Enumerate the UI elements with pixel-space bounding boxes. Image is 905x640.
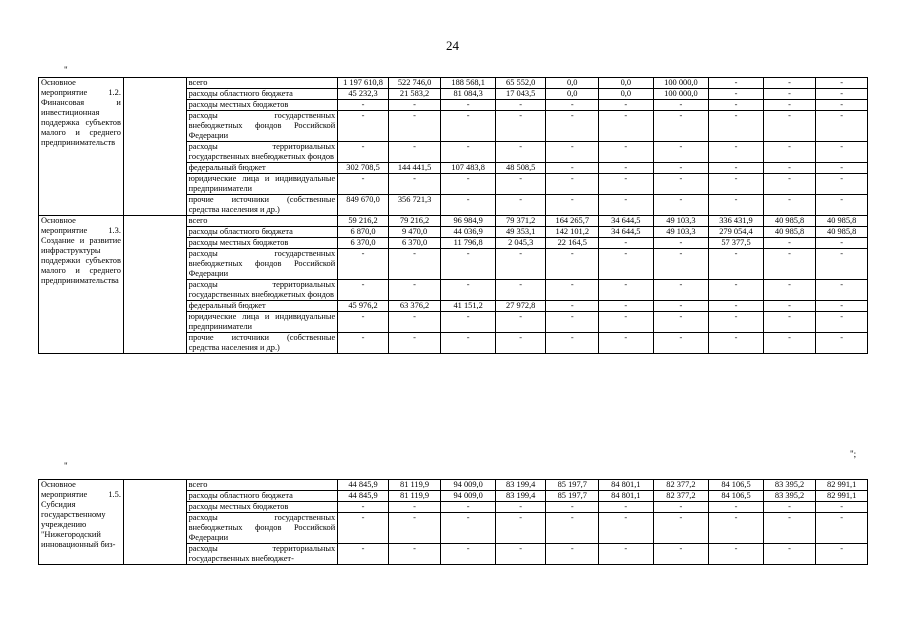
amount-cell: - xyxy=(816,100,868,111)
amount-cell: - xyxy=(763,100,816,111)
amount-cell: 0,0 xyxy=(546,89,599,100)
amount-cell: 34 644,5 xyxy=(599,227,654,238)
amount-cell: - xyxy=(763,502,816,513)
executor-cell xyxy=(123,480,186,565)
amount-cell: 49 353,1 xyxy=(495,227,546,238)
amount-cell: - xyxy=(653,301,709,312)
amount-cell: 83 395,2 xyxy=(763,480,816,491)
amount-cell: - xyxy=(709,142,764,163)
amount-cell: 22 164,5 xyxy=(546,238,599,249)
amount-cell: - xyxy=(441,312,496,333)
amount-cell: - xyxy=(763,333,816,354)
amount-cell: 84 801,1 xyxy=(599,491,654,502)
amount-cell: 0,0 xyxy=(546,78,599,89)
amount-cell: 83 199,4 xyxy=(495,480,546,491)
amount-cell: - xyxy=(653,312,709,333)
amount-cell: - xyxy=(816,195,868,216)
amount-cell: 49 103,3 xyxy=(653,227,709,238)
funding-source: расходы областного бюджета xyxy=(186,491,338,502)
amount-cell: - xyxy=(441,280,496,301)
amount-cell: - xyxy=(495,502,546,513)
amount-cell: 45 976,2 xyxy=(338,301,389,312)
amount-cell: - xyxy=(763,301,816,312)
amount-cell: 85 197,7 xyxy=(546,480,599,491)
amount-cell: - xyxy=(441,544,496,565)
amount-cell: - xyxy=(546,333,599,354)
amount-cell: 40 985,8 xyxy=(763,216,816,227)
open-quote: " xyxy=(64,461,68,471)
amount-cell: 44 845,9 xyxy=(338,491,389,502)
amount-cell: - xyxy=(816,238,868,249)
amount-cell: - xyxy=(441,513,496,544)
amount-cell: - xyxy=(338,100,389,111)
amount-cell: - xyxy=(338,513,389,544)
funding-source: расходы государственных внебюджетных фондов Российской Федерации xyxy=(186,513,338,544)
amount-cell: - xyxy=(495,513,546,544)
amount-cell: - xyxy=(338,312,389,333)
close-quote: "; xyxy=(850,449,857,459)
amount-cell: 34 644,5 xyxy=(599,216,654,227)
amount-cell: - xyxy=(709,174,764,195)
amount-cell: - xyxy=(816,502,868,513)
amount-cell: 6 370,0 xyxy=(338,238,389,249)
budget-table-2 xyxy=(38,479,868,565)
amount-cell: - xyxy=(495,544,546,565)
amount-cell: - xyxy=(709,544,764,565)
amount-cell: 188 568,1 xyxy=(441,78,496,89)
amount-cell: - xyxy=(599,249,654,280)
amount-cell: - xyxy=(763,142,816,163)
table-row xyxy=(39,78,868,89)
amount-cell: - xyxy=(599,301,654,312)
amount-cell: - xyxy=(338,174,389,195)
amount-cell: - xyxy=(709,301,764,312)
activity-name: Основное мероприятие 1.5. Субсидия государственному учреждению "Нижегородский инновационный биз- xyxy=(39,480,124,565)
amount-cell: - xyxy=(709,249,764,280)
amount-cell: - xyxy=(709,280,764,301)
amount-cell: - xyxy=(709,111,764,142)
activity-name: Основное мероприятие 1.2. Финансовая и инвестиционная поддержка субъектов малого и среднего предпринимательств xyxy=(39,78,124,216)
amount-cell: 6 870,0 xyxy=(338,227,389,238)
funding-source: расходы местных бюджетов xyxy=(186,100,338,111)
amount-cell: - xyxy=(495,312,546,333)
funding-source: юридические лица и индивидуальные предприниматели xyxy=(186,312,338,333)
amount-cell: - xyxy=(546,280,599,301)
amount-cell: 0,0 xyxy=(599,89,654,100)
amount-cell: - xyxy=(338,111,389,142)
funding-source: федеральный бюджет xyxy=(186,301,338,312)
amount-cell: - xyxy=(338,544,389,565)
amount-cell: 2 045,3 xyxy=(495,238,546,249)
amount-cell: - xyxy=(388,142,441,163)
amount-cell: - xyxy=(709,100,764,111)
amount-cell: - xyxy=(495,111,546,142)
amount-cell: - xyxy=(816,333,868,354)
funding-source: расходы государственных внебюджетных фондов Российской Федерации xyxy=(186,111,338,142)
amount-cell: - xyxy=(495,100,546,111)
open-quote: " xyxy=(64,65,68,75)
amount-cell: - xyxy=(763,195,816,216)
amount-cell: - xyxy=(546,301,599,312)
amount-cell: 21 583,2 xyxy=(388,89,441,100)
amount-cell: - xyxy=(653,502,709,513)
funding-source: расходы местных бюджетов xyxy=(186,502,338,513)
amount-cell: 40 985,8 xyxy=(816,216,868,227)
amount-cell: - xyxy=(599,195,654,216)
amount-cell: 522 746,0 xyxy=(388,78,441,89)
amount-cell: - xyxy=(816,513,868,544)
amount-cell: 96 984,9 xyxy=(441,216,496,227)
amount-cell: - xyxy=(388,513,441,544)
amount-cell: - xyxy=(653,544,709,565)
amount-cell: 107 483,8 xyxy=(441,163,496,174)
amount-cell: - xyxy=(599,238,654,249)
amount-cell: 65 552,0 xyxy=(495,78,546,89)
amount-cell: - xyxy=(816,111,868,142)
amount-cell: 81 119,9 xyxy=(388,480,441,491)
amount-cell: 41 151,2 xyxy=(441,301,496,312)
amount-cell: - xyxy=(495,142,546,163)
amount-cell: - xyxy=(599,111,654,142)
funding-source: прочие источники (собственные средства населения и др.) xyxy=(186,195,338,216)
amount-cell: - xyxy=(546,513,599,544)
amount-cell: 302 708,5 xyxy=(338,163,389,174)
amount-cell: - xyxy=(388,544,441,565)
amount-cell: - xyxy=(816,142,868,163)
funding-source: расходы областного бюджета xyxy=(186,227,338,238)
amount-cell: 82 377,2 xyxy=(653,480,709,491)
amount-cell: 100 000,0 xyxy=(653,89,709,100)
amount-cell: - xyxy=(546,195,599,216)
amount-cell: 849 670,0 xyxy=(338,195,389,216)
amount-cell: - xyxy=(495,195,546,216)
amount-cell: - xyxy=(599,142,654,163)
funding-source: расходы областного бюджета xyxy=(186,89,338,100)
amount-cell: - xyxy=(495,280,546,301)
amount-cell: 1 197 610,8 xyxy=(338,78,389,89)
amount-cell: - xyxy=(653,163,709,174)
amount-cell: - xyxy=(546,111,599,142)
amount-cell: 79 216,2 xyxy=(388,216,441,227)
amount-cell: - xyxy=(816,163,868,174)
amount-cell: 79 371,2 xyxy=(495,216,546,227)
amount-cell: 63 376,2 xyxy=(388,301,441,312)
amount-cell: - xyxy=(546,502,599,513)
amount-cell: - xyxy=(763,544,816,565)
amount-cell: - xyxy=(338,249,389,280)
amount-cell: - xyxy=(388,333,441,354)
amount-cell: - xyxy=(388,111,441,142)
amount-cell: - xyxy=(763,89,816,100)
amount-cell: - xyxy=(546,249,599,280)
amount-cell: 164 265,7 xyxy=(546,216,599,227)
amount-cell: - xyxy=(388,174,441,195)
amount-cell: 59 216,2 xyxy=(338,216,389,227)
amount-cell: - xyxy=(441,195,496,216)
amount-cell: 144 441,5 xyxy=(388,163,441,174)
amount-cell: 83 395,2 xyxy=(763,491,816,502)
amount-cell: - xyxy=(653,280,709,301)
amount-cell: - xyxy=(599,100,654,111)
amount-cell: 81 084,3 xyxy=(441,89,496,100)
funding-source: всего xyxy=(186,480,338,491)
amount-cell: 82 991,1 xyxy=(816,480,868,491)
amount-cell: - xyxy=(816,544,868,565)
amount-cell: - xyxy=(763,312,816,333)
budget-table-1 xyxy=(38,77,868,354)
amount-cell: - xyxy=(338,502,389,513)
funding-source: всего xyxy=(186,216,338,227)
amount-cell: 17 043,5 xyxy=(495,89,546,100)
amount-cell: - xyxy=(816,78,868,89)
amount-cell: - xyxy=(441,502,496,513)
amount-cell: 84 106,5 xyxy=(709,491,764,502)
amount-cell: - xyxy=(653,513,709,544)
amount-cell: - xyxy=(599,333,654,354)
amount-cell: - xyxy=(338,333,389,354)
amount-cell: - xyxy=(495,174,546,195)
amount-cell: 44 036,9 xyxy=(441,227,496,238)
amount-cell: - xyxy=(546,142,599,163)
amount-cell: 84 801,1 xyxy=(599,480,654,491)
amount-cell: - xyxy=(338,280,389,301)
amount-cell: - xyxy=(709,163,764,174)
amount-cell: - xyxy=(388,249,441,280)
amount-cell: - xyxy=(763,249,816,280)
amount-cell: - xyxy=(599,544,654,565)
amount-cell: - xyxy=(599,502,654,513)
amount-cell: - xyxy=(709,78,764,89)
amount-cell: - xyxy=(816,301,868,312)
amount-cell: - xyxy=(441,333,496,354)
amount-cell: 49 103,3 xyxy=(653,216,709,227)
amount-cell: - xyxy=(653,238,709,249)
amount-cell: 57 377,5 xyxy=(709,238,764,249)
amount-cell: - xyxy=(388,100,441,111)
amount-cell: - xyxy=(709,89,764,100)
amount-cell: - xyxy=(599,513,654,544)
amount-cell: 40 985,8 xyxy=(763,227,816,238)
table-row xyxy=(39,216,868,227)
amount-cell: - xyxy=(441,142,496,163)
funding-source: прочие источники (собственные средства населения и др.) xyxy=(186,333,338,354)
amount-cell: - xyxy=(763,78,816,89)
amount-cell: 0,0 xyxy=(599,78,654,89)
funding-source: расходы территориальных государственных внебюджет- xyxy=(186,544,338,565)
page-number: 24 xyxy=(446,38,459,53)
amount-cell: - xyxy=(709,195,764,216)
amount-cell: - xyxy=(653,249,709,280)
amount-cell: - xyxy=(816,89,868,100)
amount-cell: - xyxy=(653,111,709,142)
amount-cell: - xyxy=(709,312,764,333)
funding-source: юридические лица и индивидуальные предприниматели xyxy=(186,174,338,195)
amount-cell: - xyxy=(763,280,816,301)
amount-cell: - xyxy=(338,142,389,163)
amount-cell: - xyxy=(441,111,496,142)
amount-cell: - xyxy=(388,502,441,513)
amount-cell: - xyxy=(546,163,599,174)
executor-cell xyxy=(123,216,186,354)
amount-cell: - xyxy=(653,142,709,163)
funding-source: федеральный бюджет xyxy=(186,163,338,174)
funding-source: расходы территориальных государственных внебюджетных фондов xyxy=(186,280,338,301)
table-row xyxy=(39,480,868,491)
amount-cell: - xyxy=(546,312,599,333)
amount-cell: 279 054,4 xyxy=(709,227,764,238)
amount-cell: 336 431,9 xyxy=(709,216,764,227)
amount-cell: 11 796,8 xyxy=(441,238,496,249)
amount-cell: - xyxy=(599,163,654,174)
activity-name: Основное мероприятие 1.3. Создание и развитие инфраструктуры поддержки субъектов малого и среднего предпринимательства xyxy=(39,216,124,354)
amount-cell: - xyxy=(546,544,599,565)
amount-cell: - xyxy=(763,174,816,195)
amount-cell: 85 197,7 xyxy=(546,491,599,502)
amount-cell: 82 377,2 xyxy=(653,491,709,502)
amount-cell: 40 985,8 xyxy=(816,227,868,238)
amount-cell: 84 106,5 xyxy=(709,480,764,491)
funding-source: расходы государственных внебюджетных фондов Российской Федерации xyxy=(186,249,338,280)
amount-cell: 100 000,0 xyxy=(653,78,709,89)
amount-cell: - xyxy=(816,280,868,301)
amount-cell: - xyxy=(495,333,546,354)
amount-cell: - xyxy=(653,333,709,354)
amount-cell: - xyxy=(599,174,654,195)
amount-cell: 142 101,2 xyxy=(546,227,599,238)
amount-cell: - xyxy=(709,333,764,354)
amount-cell: - xyxy=(816,249,868,280)
amount-cell: 82 991,1 xyxy=(816,491,868,502)
amount-cell: - xyxy=(816,174,868,195)
amount-cell: - xyxy=(763,111,816,142)
amount-cell: - xyxy=(388,312,441,333)
amount-cell: 44 845,9 xyxy=(338,480,389,491)
amount-cell: - xyxy=(441,174,496,195)
amount-cell: - xyxy=(441,100,496,111)
amount-cell: 6 370,0 xyxy=(388,238,441,249)
amount-cell: - xyxy=(599,312,654,333)
amount-cell: - xyxy=(495,249,546,280)
amount-cell: - xyxy=(816,312,868,333)
amount-cell: 27 972,8 xyxy=(495,301,546,312)
funding-source: расходы территориальных государственных внебюджетных фондов xyxy=(186,142,338,163)
amount-cell: - xyxy=(599,280,654,301)
executor-cell xyxy=(123,78,186,216)
funding-source: расходы местных бюджетов xyxy=(186,238,338,249)
amount-cell: 81 119,9 xyxy=(388,491,441,502)
amount-cell: - xyxy=(709,513,764,544)
amount-cell: - xyxy=(763,163,816,174)
amount-cell: 94 009,0 xyxy=(441,491,496,502)
funding-source: всего xyxy=(186,78,338,89)
amount-cell: - xyxy=(441,249,496,280)
amount-cell: - xyxy=(653,100,709,111)
amount-cell: 9 470,0 xyxy=(388,227,441,238)
amount-cell: - xyxy=(546,174,599,195)
amount-cell: - xyxy=(388,280,441,301)
amount-cell: 356 721,3 xyxy=(388,195,441,216)
amount-cell: - xyxy=(709,502,764,513)
amount-cell: - xyxy=(653,195,709,216)
amount-cell: - xyxy=(653,174,709,195)
amount-cell: 83 199,4 xyxy=(495,491,546,502)
amount-cell: - xyxy=(763,238,816,249)
amount-cell: 48 508,5 xyxy=(495,163,546,174)
amount-cell: - xyxy=(763,513,816,544)
amount-cell: 94 009,0 xyxy=(441,480,496,491)
amount-cell: 45 232,3 xyxy=(338,89,389,100)
amount-cell: - xyxy=(546,100,599,111)
